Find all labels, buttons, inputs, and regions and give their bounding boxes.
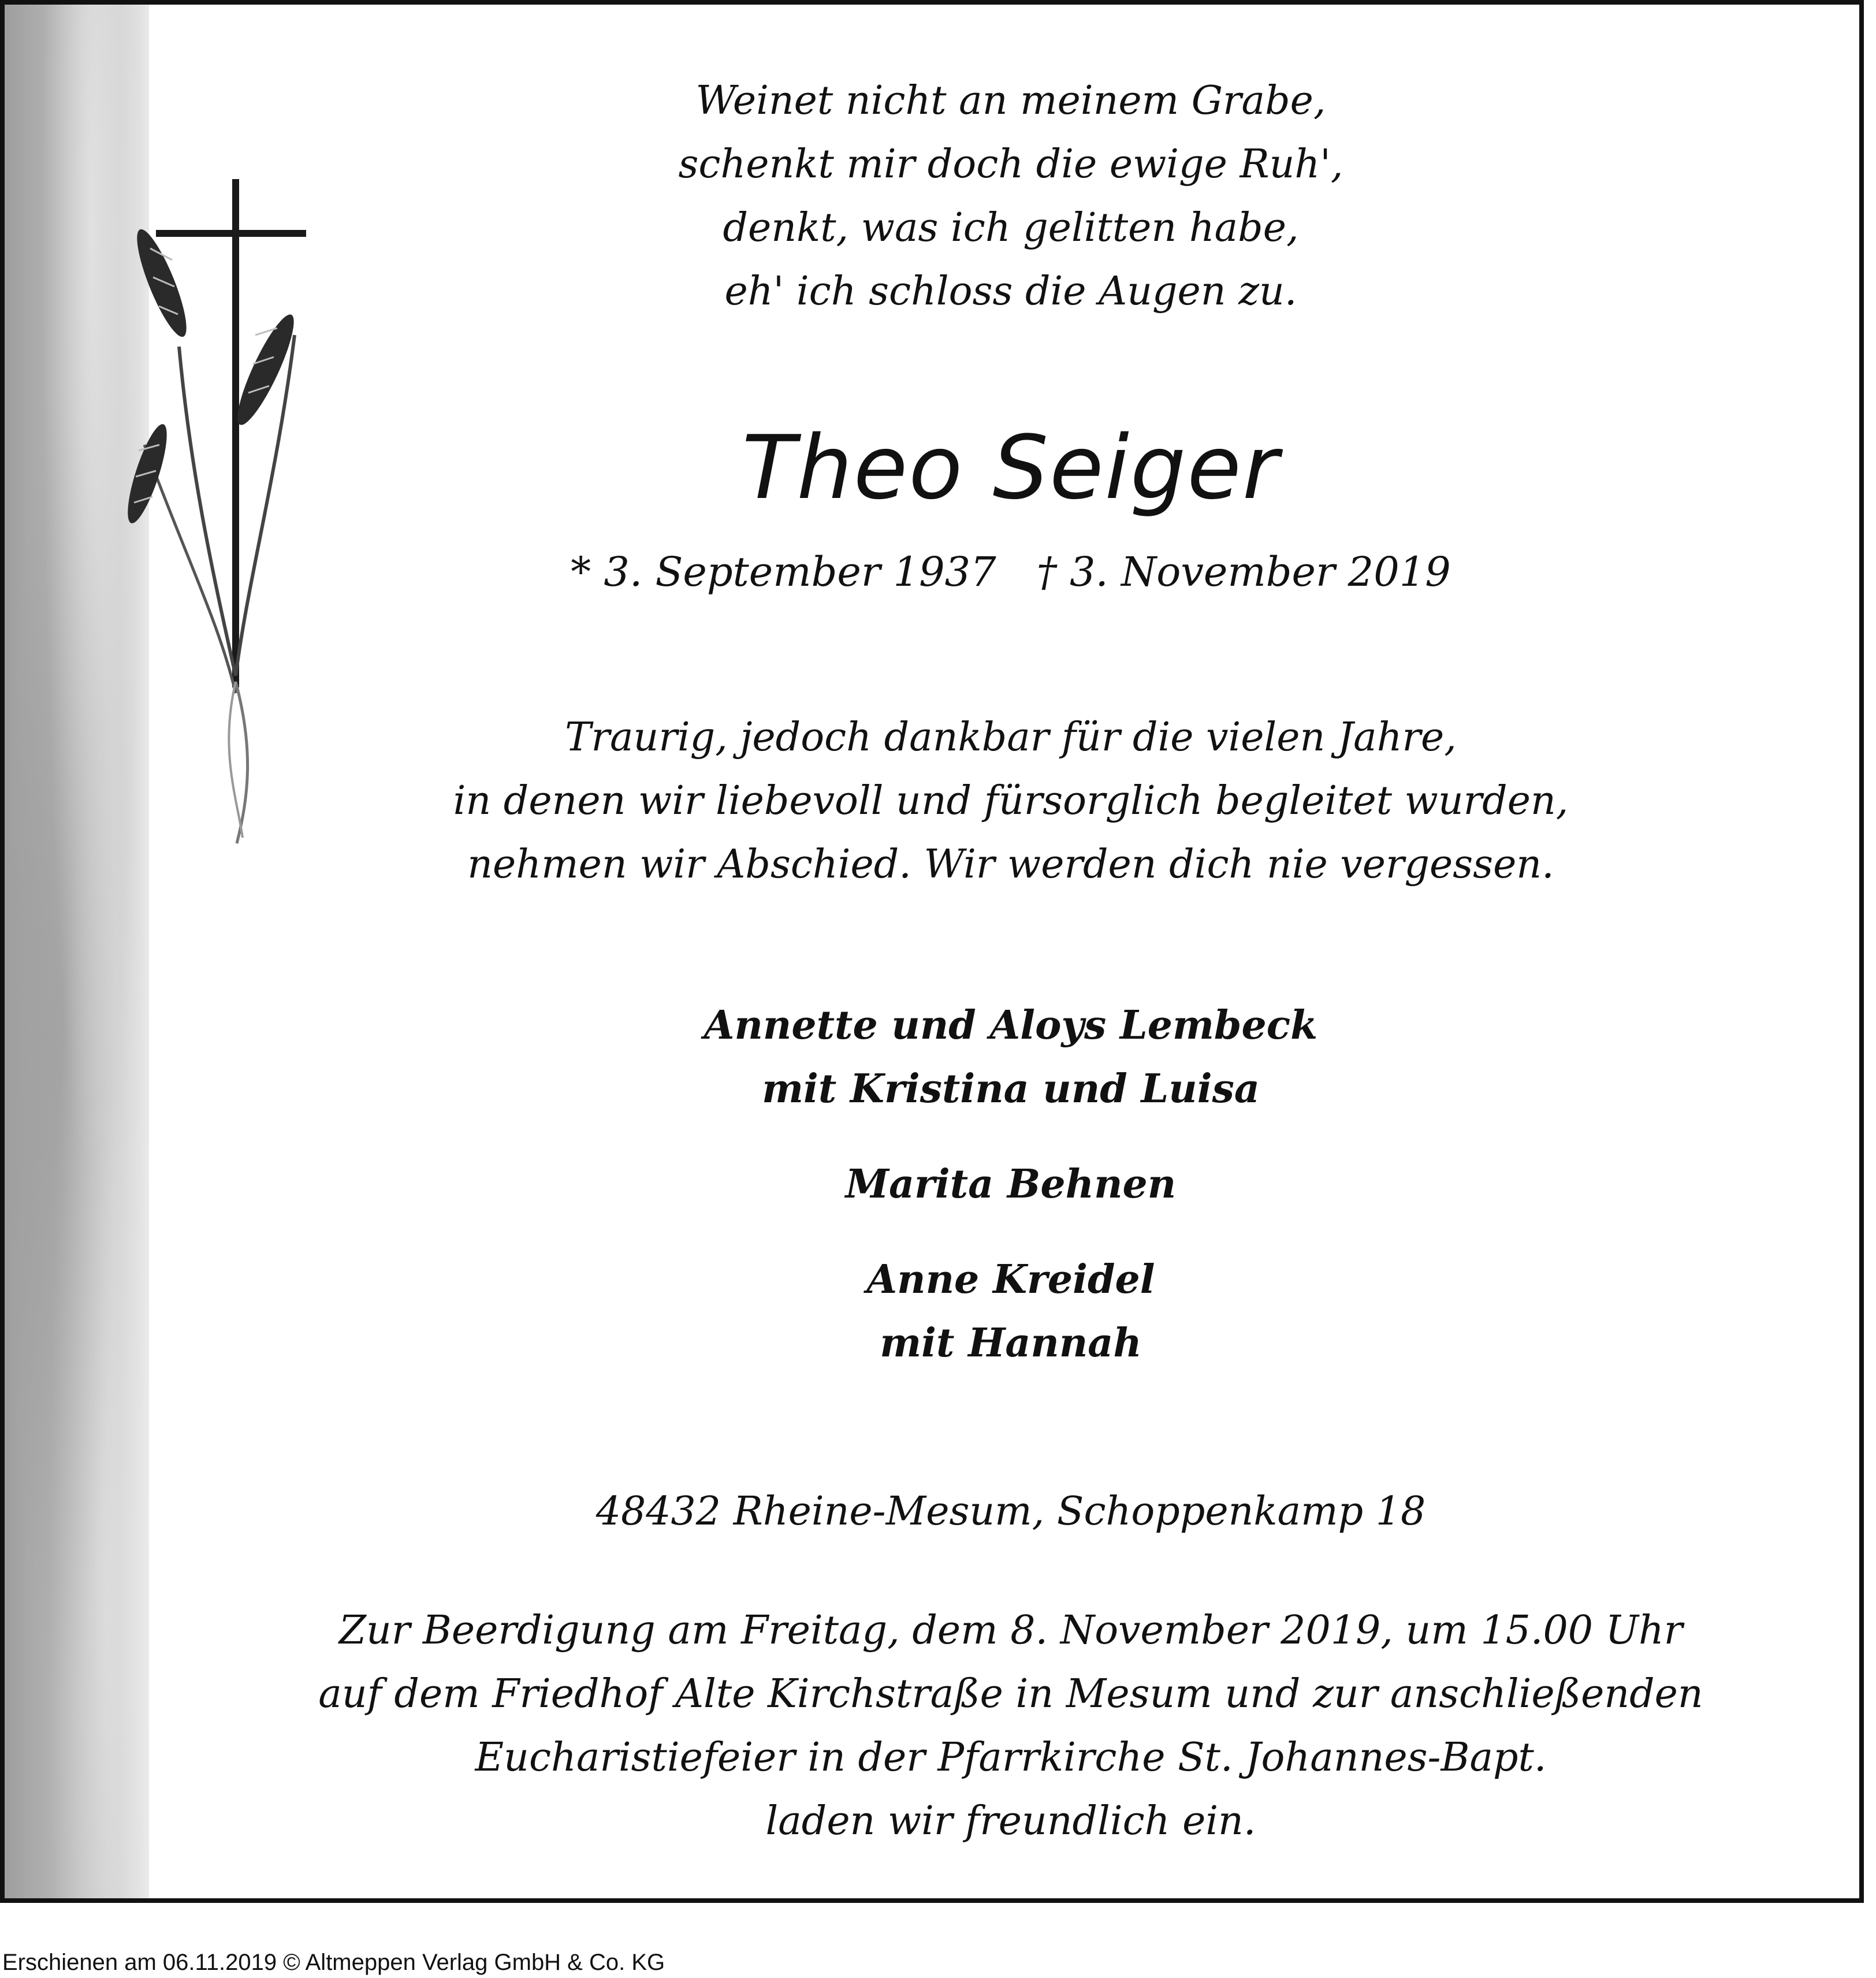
funeral-line: auf dem Friedhof Alte Kirchstraße in Mesum und zur anschließenden bbox=[318, 1671, 1703, 1717]
funeral-line: Eucharistiefeier in der Pfarrkirche St. Johannes-Bapt. bbox=[475, 1735, 1547, 1780]
mourner-group bbox=[254, 1248, 1767, 1375]
mourner-name: Anne Kreidel bbox=[866, 1256, 1155, 1303]
farewell-text bbox=[254, 706, 1767, 897]
mourner-name: Annette und Aloys Lembeck bbox=[704, 1002, 1318, 1049]
opening-verse bbox=[254, 69, 1767, 324]
mourner-name: mit Hannah bbox=[880, 1320, 1142, 1366]
verse-line: Weinet nicht an meinem Grabe, bbox=[695, 78, 1326, 124]
family-address: 48432 Rheine-Mesum, Schoppenkamp 18 bbox=[595, 1489, 1426, 1534]
death-date: † 3. November 2019 bbox=[1036, 548, 1451, 596]
funeral-line: laden wir freundlich ein. bbox=[765, 1798, 1256, 1844]
mourner-name: mit Kristina und Luisa bbox=[762, 1066, 1260, 1112]
mourner-group bbox=[254, 1152, 1767, 1216]
farewell-line: in denen wir liebevoll und fürsorglich begleitet wurden, bbox=[453, 778, 1569, 824]
farewell-line: Traurig, jedoch dankbar für die vielen Jahre, bbox=[565, 715, 1457, 760]
funeral-line: Zur Beerdigung am Freitag, dem 8. November 2019, um 15.00 Uhr bbox=[338, 1608, 1683, 1653]
verse-line: denkt, was ich gelitten habe, bbox=[723, 205, 1299, 251]
verse-line: schenkt mir doch die ewige Ruh', bbox=[678, 142, 1343, 187]
deceased-name: Theo Seiger bbox=[742, 417, 1280, 519]
mourner-name: Marita Behnen bbox=[845, 1161, 1177, 1207]
mourner-group bbox=[254, 994, 1767, 1121]
verse-line: eh' ich schloss die Augen zu. bbox=[724, 269, 1297, 314]
birth-date: * 3. September 1937 bbox=[571, 548, 996, 596]
publication-footer: Erschienen am 06.11.2019 © Altmeppen Verlag GmbH & Co. KG bbox=[2, 1950, 665, 1975]
funeral-invitation bbox=[254, 1599, 1767, 1853]
farewell-line: nehmen wir Abschied. Wir werden dich nie vergessen. bbox=[467, 842, 1554, 887]
life-dates bbox=[254, 543, 1767, 601]
